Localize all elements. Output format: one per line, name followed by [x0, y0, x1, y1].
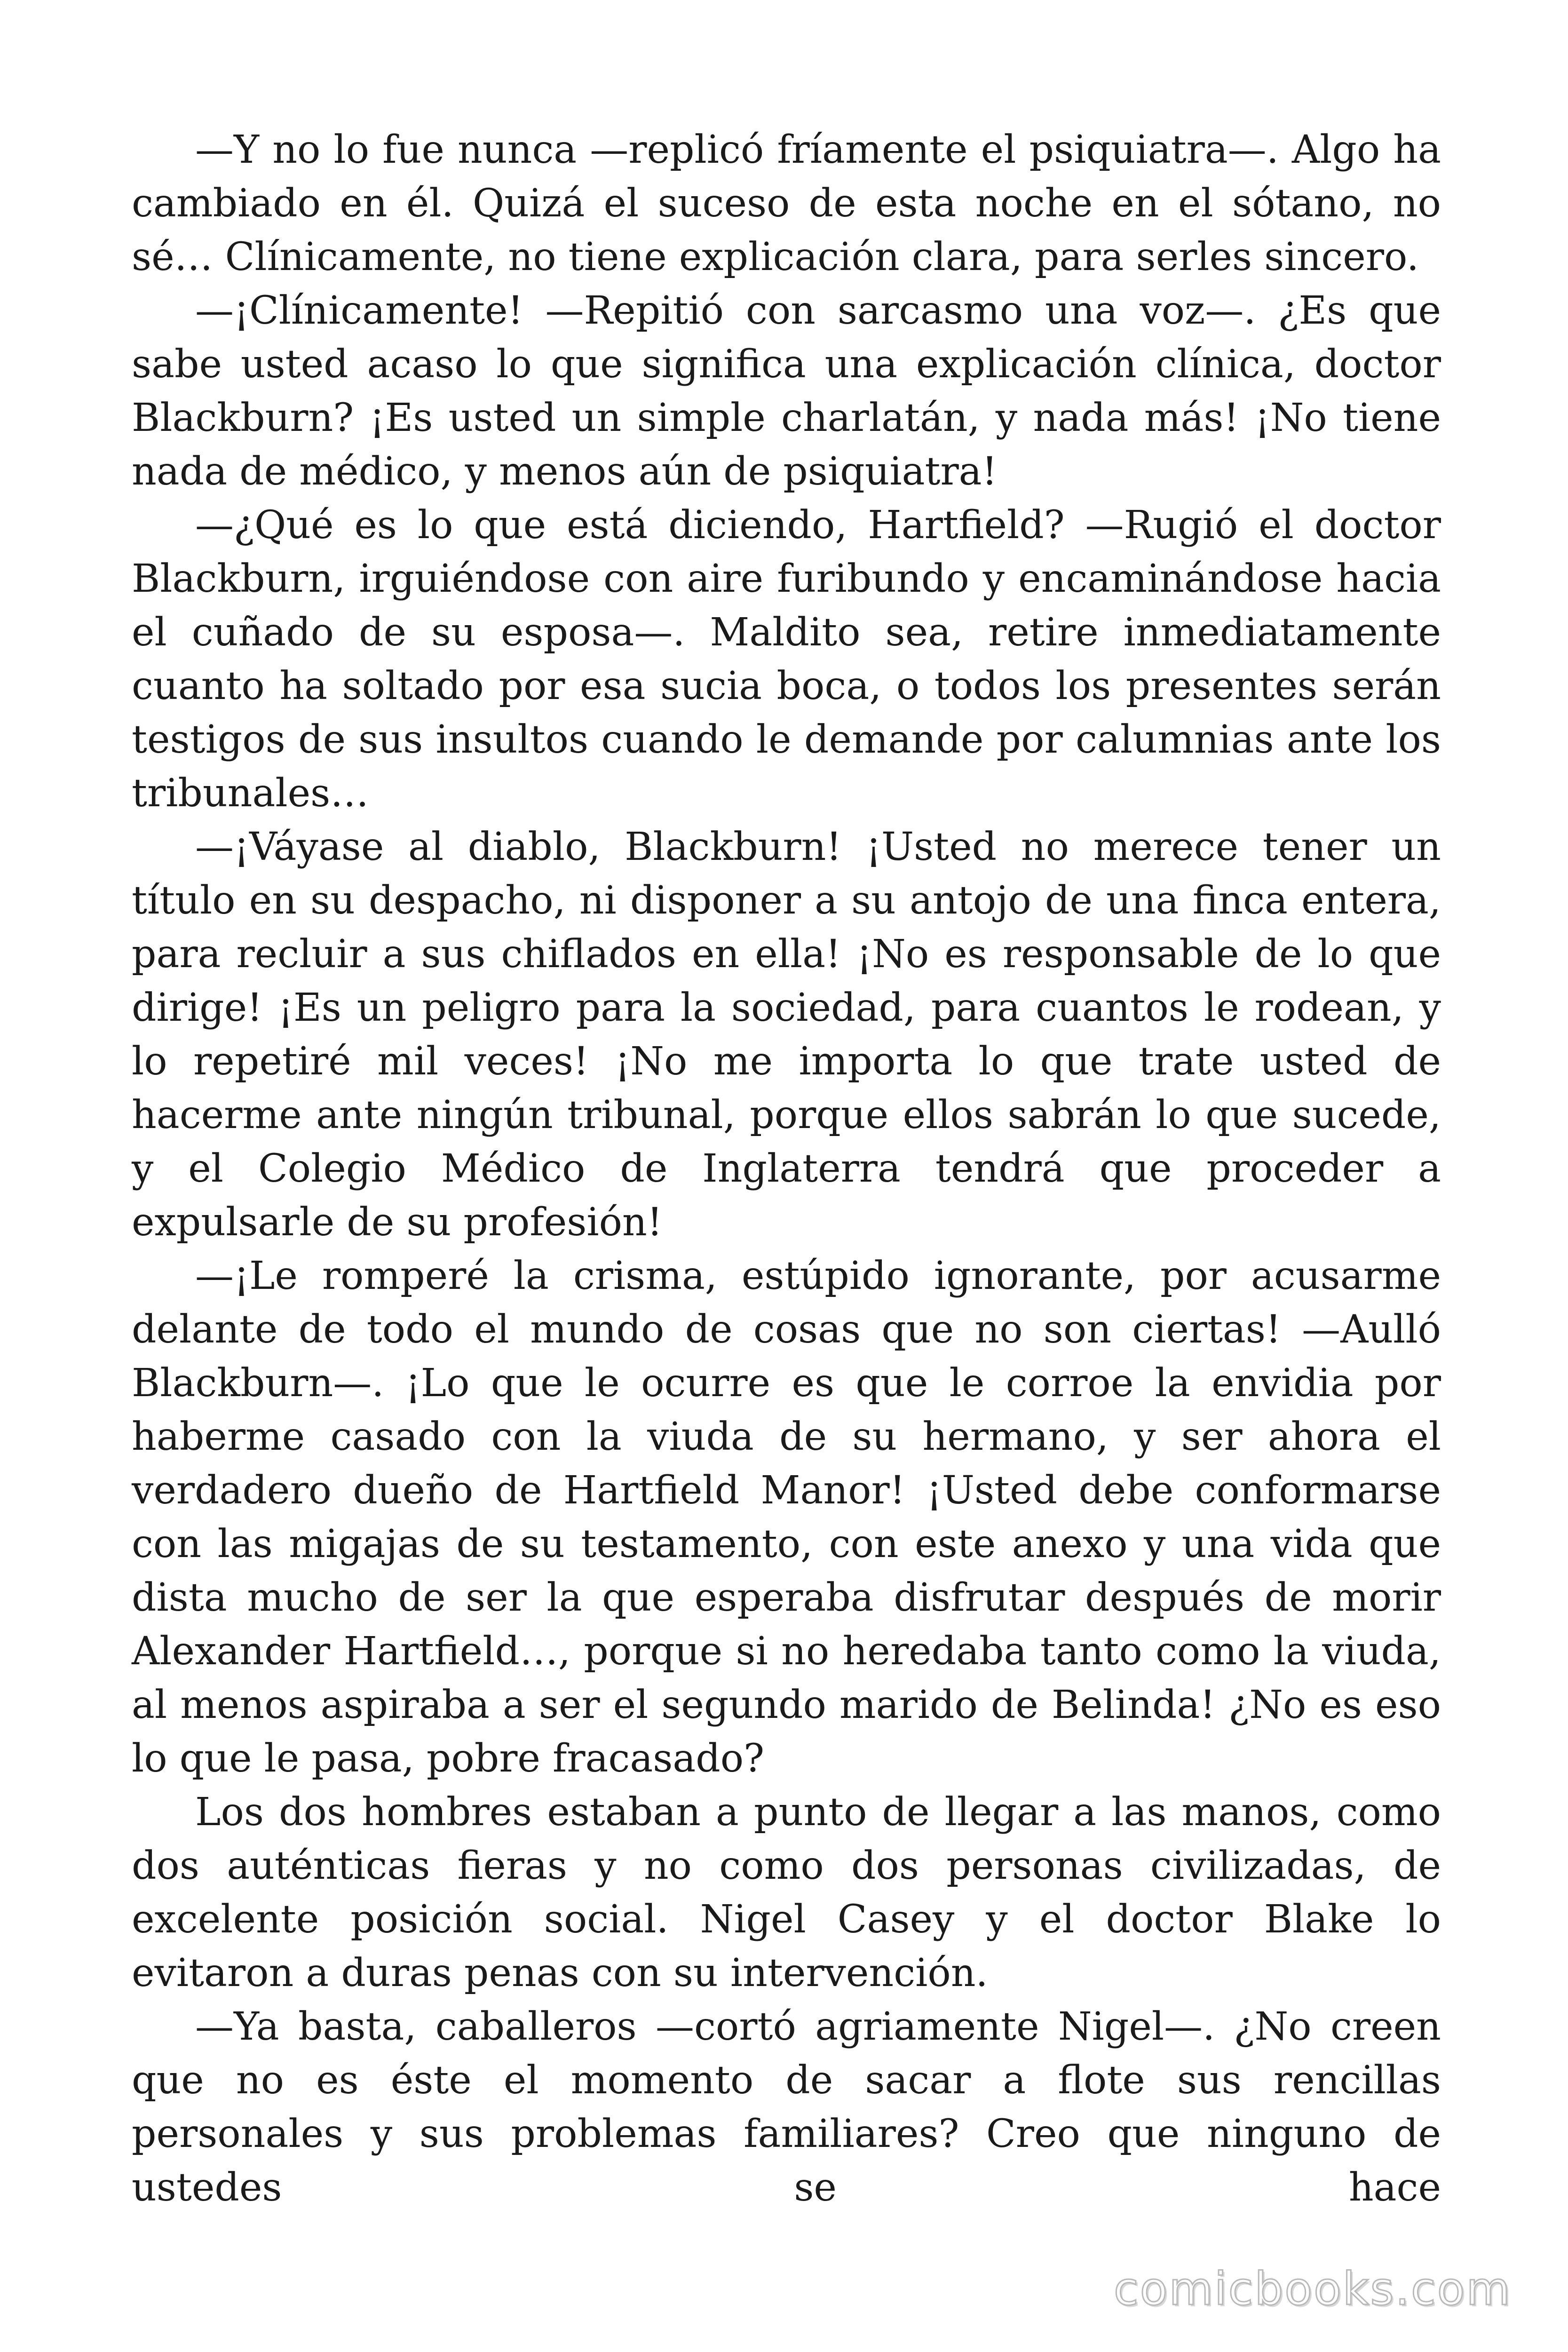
body-text	[132, 123, 1441, 2215]
paragraph-7: —Ya basta, caballeros —cortó agriamente Nigel—. ¿No creen que no es éste el momento de sacar a flote sus rencillas personales y sus problemas familiares? Creo que ninguno de ustedes se hace	[132, 2004, 1441, 2210]
watermark: comicbooks.com	[1113, 2263, 1512, 2315]
paragraph-1: —Y no lo fue nunca —replicó fríamente el psiquiatra—. Algo ha cambiado en él. Quizá el suceso de esta noche en el sótano, no sé… Clínicamente, no tiene explicación clara, para serles sincero.	[132, 127, 1441, 279]
paragraph-3: —¿Qué es lo que está diciendo, Hartfield? —Rugió el doctor Blackburn, irguiéndose con aire furibundo y encaminándose hacia el cuñado de su esposa—. Maldito sea, retire inmediatamente cuanto ha soltado por esa sucia boca, o todos los presentes serán testigos de sus insultos cuando le demande por calumnias ante los tribunales…	[132, 503, 1441, 816]
paragraph-5: —¡Le romperé la crisma, estúpido ignorante, por acusarme delante de todo el mundo de cosas que no son ciertas! —Aulló Blackburn—. ¡Lo que le ocurre es que le corroe la envidia por haberme casado con la viuda de su hermano, y ser ahora el verdadero dueño de Hartfield Manor! ¡Usted debe conformarse con las migajas de su testamento, con este anexo y una vida que dista mucho de ser la que esperaba disfrutar después de morir Alexander Hartfield…, porque si no heredaba tanto como la viuda, al menos aspiraba a ser el segundo marido de Belinda! ¿No es eso lo que le pasa, pobre fracasado?	[132, 1254, 1441, 1781]
paragraph-4: —¡Váyase al diablo, Blackburn! ¡Usted no merece tener un título en su despacho, ni disponer a su antojo de una finca entera, para recluir a sus chiflados en ella! ¡No es responsable de lo que dirige! ¡Es un peligro para la sociedad, para cuantos le rodean, y lo repetiré mil veces! ¡No me importa lo que trate usted de hacerme ante ningún tribunal, porque ellos sabrán lo que sucede, y el Colegio Médico de Inglaterra tendrá que proceder a expulsarle de su profesión!	[132, 825, 1441, 1245]
paragraph-6: Los dos hombres estaban a punto de llegar a las manos, como dos auténticas fieras y no como dos personas civilizadas, de excelente posición social. Nigel Casey y el doctor Blake lo evitaron a duras penas con su intervención.	[132, 1790, 1441, 1995]
paragraph-2: —¡Clínicamente! —Repitió con sarcasmo una voz—. ¿Es que sabe usted acaso lo que significa una explicación clínica, doctor Blackburn? ¡Es usted un simple charlatán, y nada más! ¡No tiene nada de médico, y menos aún de psiquiatra!	[132, 288, 1441, 494]
